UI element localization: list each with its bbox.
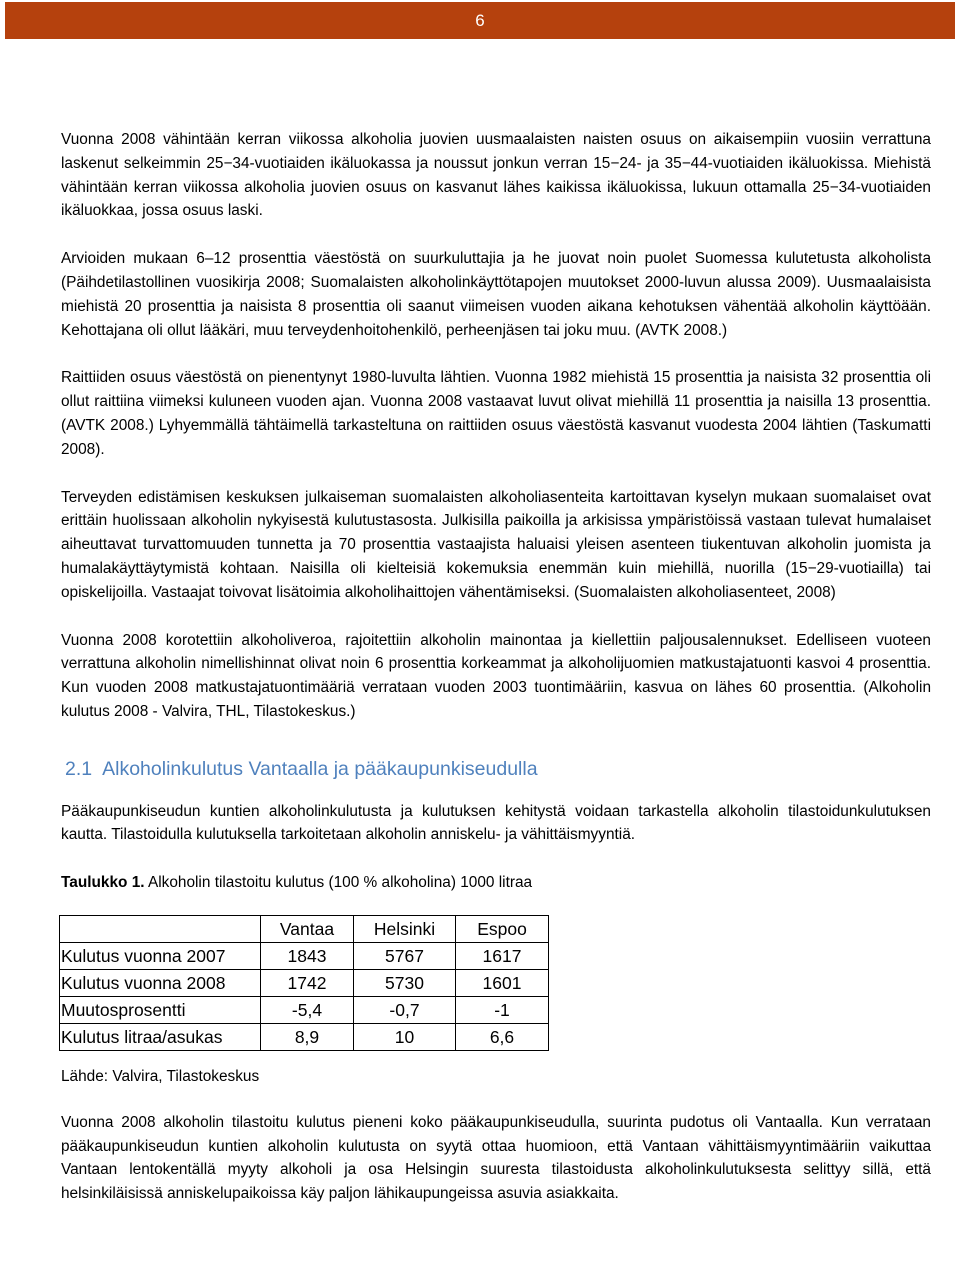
paragraph-1: Vuonna 2008 vähintään kerran viikossa alkoholia juovien uusmaalaisten naisten osuus on aikaisempiin vuosiin verrattuna laskenut selkeimmin 25−34-vuotiaiden ikäluokassa ja noussut jonkun verran 15−24- ja 35−44-vuotiaiden ikäluokissa. Miehistä vähintään kerran viikossa alkoholia juovien osuus on kasvanut lähes kaikissa ikäluokissa, lukuun ottamalla 25−34-vuotiaiden ikäluokkaa, jossa osuus laski. (61, 131, 931, 220)
table-header-cell: Vantaa (261, 915, 354, 942)
table-row (60, 996, 549, 1023)
paragraph-2: Arvioiden mukaan 6–12 prosenttia väestöstä on suurkuluttajia ja he juovat noin puolet Suomessa kulutetusta alkoholista (Päihdetilastollinen vuosikirja 2008; Suomalaisten alkoholinkäyttötapojen muutokset 2000-luvun alussa 2009). Uusmaalaisista miehistä 20 prosenttia ja naisista 8 prosenttia oli saanut viimeisen vuoden aikana kehotuksen vähentää alkoholin käyttöään. Kehottajana oli ollut lääkäri, muu terveydenhoitohenkilö, perheenjäsen tai joku muu. (AVTK 2008.) (61, 250, 931, 339)
table-cell: 10 (354, 1023, 456, 1050)
table-row-label: Kulutus litraa/asukas (60, 1023, 261, 1050)
section-title: Alkoholinkulutus Vantaalla ja pääkaupunkiseudulla (102, 757, 538, 780)
table-caption-label: Taulukko 1. (61, 874, 145, 892)
paragraph-5: Vuonna 2008 korotettiin alkoholiveroa, rajoitettiin alkoholin mainontaa ja kiellettiin paljousalennukset. Edelliseen vuoteen verrattuna alkoholin nimellishinnat olivat noin 6 prosenttia korkeammat ja alkoholijuomien matkustajatuonti kasvoi 4 prosenttia. Kun vuoden 2008 matkustajatuontimääriä verrataan vuoden 2003 tuontimääriin, kasvua on lähes 60 prosenttia. (Alkoholin kulutus 2008 - Valvira, THL, Tilastokeskus.) (61, 631, 931, 720)
section-heading (65, 758, 931, 782)
paragraph-4: Terveyden edistämisen keskuksen julkaiseman suomalaisten alkoholiasenteita kartoittavan kyselyn mukaan suomalaiset ovat erittäin huolissaan alkoholin nykyisestä kulutustasosta. Julkisilla paikoilla ja arkisissa ympäristöissä vastaan tulevat humalaiset aiheuttavat turvattomuuden tunnetta ja 70 prosenttia vastaajista haluaisi yleisen asenteen tiukentuvan alkoholin juomista ja humalakäyttäytymistä kohtaan. Naisilla oli kielteisiä kokemuksia enemmän kuin miehillä, nuorilla (15−29-vuotiailla) tai opiskelijoilla. Vastaajat toivovat lisätoimia alkoholihaittojen vähentämiseksi. (Suomalaisten alkoholiasenteet, 2008) (61, 488, 931, 601)
table-row (60, 942, 549, 969)
page-header-bar (5, 2, 955, 39)
table-cell: 1617 (456, 942, 549, 969)
table-cell: -1 (456, 996, 549, 1023)
table-caption (61, 871, 931, 895)
paragraph-3: Raittiiden osuus väestöstä on pienentynyt 1980-luvulta lähtien. Vuonna 1982 miehistä 15 prosenttia ja naisista 32 prosenttia oli ollut raittiina viimeksi kuluneen vuoden ajan. Vuonna 2008 vastaavat luvut olivat miehillä 11 prosenttia ja naisilla 13 prosenttia. (AVTK 2008.) Lyhyemmällä tähtäimellä tarkasteltuna on raittiiden osuus väestöstä kasvanut vuodesta 2004 lähtien (Taskumatti 2008). (61, 369, 931, 458)
table-header-row (60, 915, 549, 942)
document-body (61, 128, 931, 1230)
table-row-label: Kulutus vuonna 2008 (60, 969, 261, 996)
table-caption-text: Alkoholin tilastoitu kulutus (100 % alkoholina) 1000 litraa (144, 874, 533, 892)
table-cell: -0,7 (354, 996, 456, 1023)
table-row-label: Kulutus vuonna 2007 (60, 942, 261, 969)
table-source: Lähde: Valvira, Tilastokeskus (61, 1067, 260, 1085)
table-cell: 1601 (456, 969, 549, 996)
section-intro: Pääkaupunkiseudun kuntien alkoholinkulutusta ja kulutuksen kehitystä voidaan tarkastella alkoholin tilastoidunkulutuksen kautta. Tilastoidulla kulutuksella tarkoitetaan alkoholin anniskelu- ja vähittäismyyntiä. (61, 802, 931, 844)
table-cell: 1843 (261, 942, 354, 969)
consumption-table (59, 915, 549, 1051)
table-cell: 6,6 (456, 1023, 549, 1050)
table-cell: 5767 (354, 942, 456, 969)
table-cell: 5730 (354, 969, 456, 996)
table-cell: 1742 (261, 969, 354, 996)
page-number: 6 (475, 10, 485, 30)
table-row (60, 1023, 549, 1050)
table-cell: 8,9 (261, 1023, 354, 1050)
closing-paragraph: Vuonna 2008 alkoholin tilastoitu kulutus pieneni koko pääkaupunkiseudulla, suurinta pudotus oli Vantaalla. Kun verrataan pääkaupunkiseudun kuntien alkoholin kulutusta on syytä ottaa huomioon, että Vantaan vähittäismyyntimääriin vaikuttaa Vantaan lentokentällä myyty alkoholi ja osa Helsingin suuresta tilastoidusta alkoholinkulutuksesta selittyy sillä, että helsinkiläisissä anniskelupaikoissa käy paljon lähikaupungeissa asuvia asiakkaita. (61, 1113, 931, 1203)
table-row (60, 969, 549, 996)
table-header-cell: Helsinki (354, 915, 456, 942)
section-number: 2.1 (65, 757, 93, 780)
table-header-cell (60, 915, 261, 942)
table-cell: -5,4 (261, 996, 354, 1023)
table-header-cell: Espoo (456, 915, 549, 942)
table-row-label: Muutosprosentti (60, 996, 261, 1023)
